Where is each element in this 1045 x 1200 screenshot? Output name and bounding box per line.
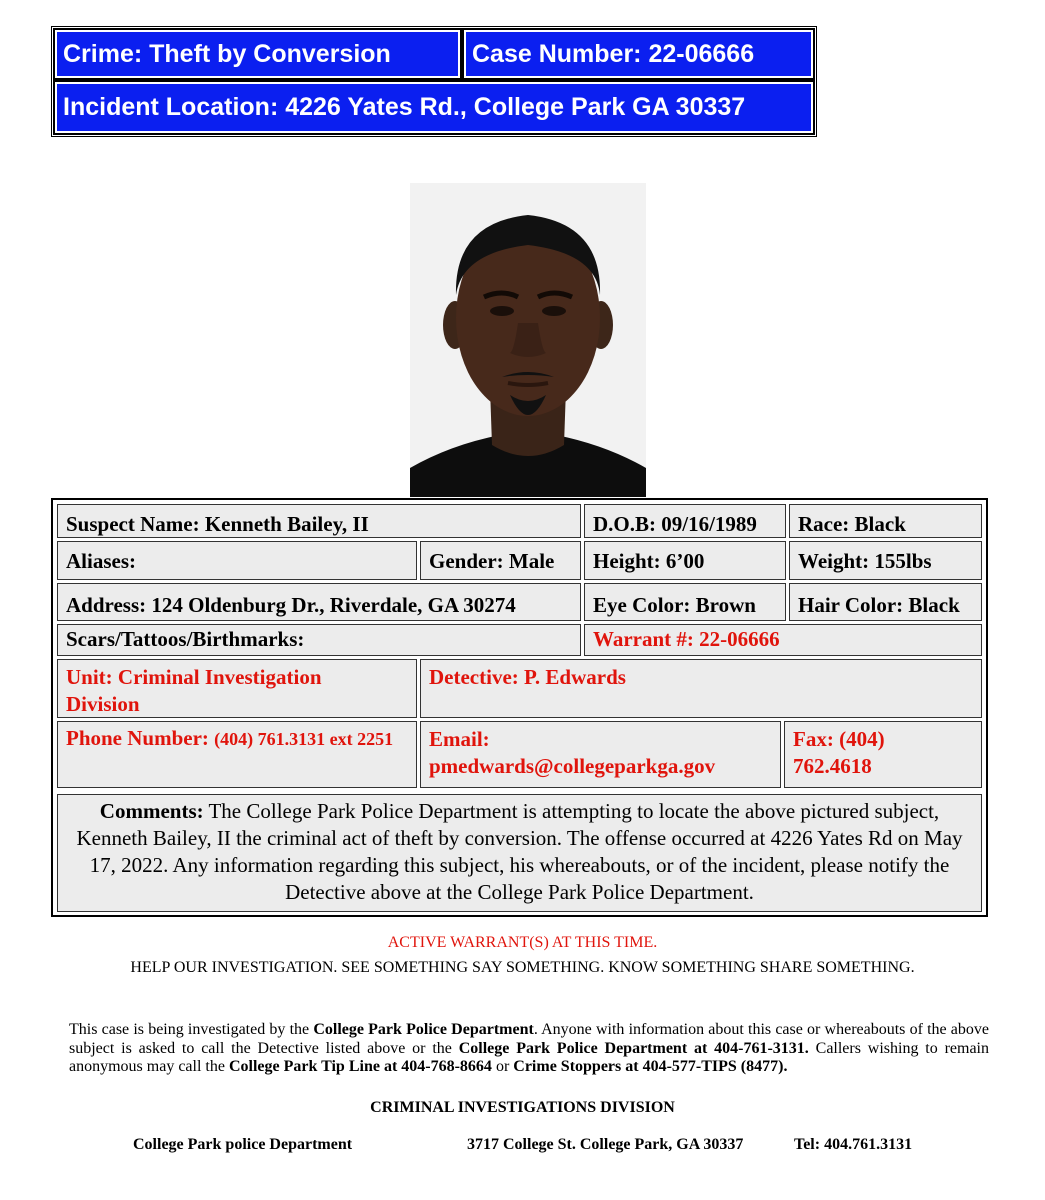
suspect-info-table	[51, 498, 988, 917]
help-notice: HELP OUR INVESTIGATION. SEE SOMETHING SAY SOMETHING. KNOW SOMETHING SHARE SOMETHING.	[130, 959, 915, 976]
email-cell	[420, 721, 781, 788]
weight-cell: Weight: 155lbs	[789, 541, 982, 580]
height-cell: Height: 6’00	[584, 541, 786, 580]
comments-cell	[57, 794, 982, 912]
comments-text: The College Park Police Department is attempting to locate the above pictured subject, Kenneth Bailey, II the criminal act of theft by conversion. The offense occurred at 4226 Yates Rd on May 17, 2022. Any information regarding this subject, his whereabouts, or of the incident, please notify the Detective above at the College Park Police Department.	[76, 799, 963, 904]
comments-label: Comments:	[99, 799, 204, 823]
footer-tipline: College Park Tip Line at 404-768-8664	[228, 1058, 492, 1075]
warrant-cell: Warrant #: 22-06666	[584, 624, 982, 656]
detective-cell: Detective: P. Edwards	[420, 659, 982, 718]
phone-value: (404) 761.3131 ext 2251	[214, 729, 394, 749]
scars-cell: Scars/Tattoos/Birthmarks:	[57, 624, 581, 656]
phone-label: Phone Number:	[66, 726, 215, 750]
dob-cell: D.O.B: 09/16/1989	[584, 504, 786, 538]
aliases-cell: Aliases:	[57, 541, 417, 580]
footer-dept-1: College Park Police Department	[313, 1021, 534, 1038]
active-warrant-notice: ACTIVE WARRANT(S) AT THIS TIME.	[387, 934, 658, 951]
footer-paragraph	[69, 1021, 989, 1077]
unit-cell: Unit: Criminal Investigation Division	[57, 659, 417, 718]
footer-address: 3717 College St. College Park, GA 30337	[467, 1136, 744, 1153]
footer-dept-name: College Park police Department	[133, 1136, 353, 1153]
suspect-name-cell: Suspect Name: Kenneth Bailey, II	[57, 504, 581, 538]
footer-text-3: Callers wishing to remain anonymous may call the	[69, 1039, 990, 1075]
footer-text-2: . Anyone with information about this case or whereabouts of the above subject is asked to call the Detective listed above or the	[69, 1021, 990, 1057]
address-cell: Address: 124 Oldenburg Dr., Riverdale, GA 30274	[57, 583, 581, 621]
footer-text-4: or	[491, 1058, 514, 1075]
footer-text-1: This case is being investigated by the	[69, 1021, 314, 1038]
division-title: CRIMINAL INVESTIGATIONS DIVISION	[370, 1099, 675, 1116]
email-value: pmedwards@collegeparkga.gov	[429, 754, 716, 778]
suspect-photo	[410, 183, 646, 497]
eye-color-cell: Eye Color: Brown	[584, 583, 786, 621]
race-cell: Race: Black	[789, 504, 982, 538]
case-number-box: Case Number: 22-06666	[462, 28, 815, 80]
email-label: Email:	[429, 727, 490, 751]
fax-cell: Fax: (404) 762.4618	[784, 721, 982, 788]
footer-tel: Tel: 404.761.3131	[794, 1136, 913, 1153]
crime-box: Crime: Theft by Conversion	[53, 28, 462, 80]
footer-dept-2: College Park Police Department at 404-761-3131.	[458, 1039, 809, 1057]
gender-cell: Gender: Male	[420, 541, 581, 580]
incident-location-box: Incident Location: 4226 Yates Rd., College Park GA 30337	[53, 80, 815, 135]
hair-color-cell: Hair Color: Black	[789, 583, 982, 621]
footer-crime-stoppers: Crime Stoppers at 404-577-TIPS (8477).	[513, 1058, 788, 1075]
phone-cell	[57, 721, 417, 788]
